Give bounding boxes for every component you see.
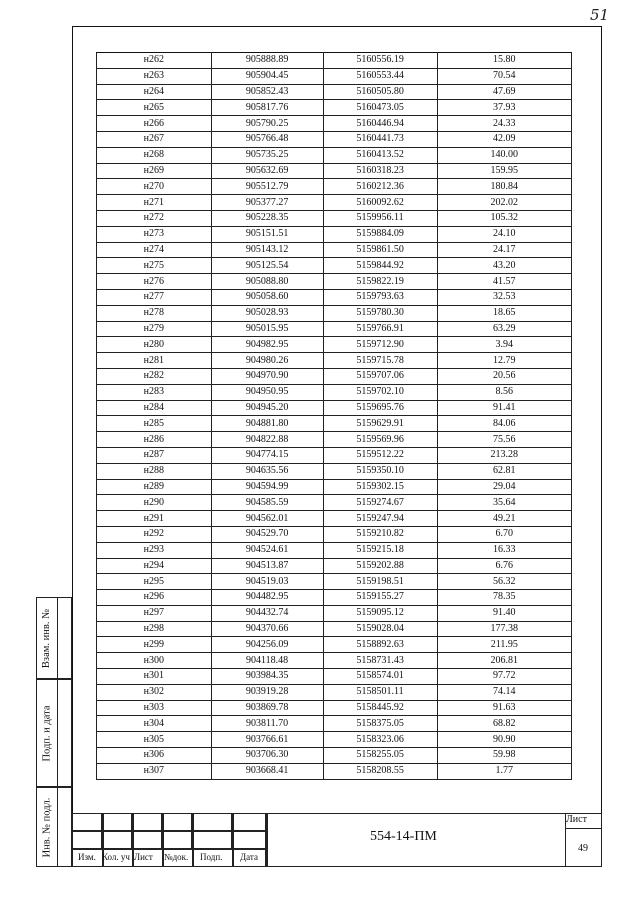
point-name-cell: н274 bbox=[97, 242, 212, 258]
table-row bbox=[97, 416, 572, 432]
length-cell: 84.06 bbox=[437, 416, 571, 432]
table-row bbox=[97, 226, 572, 242]
table-row bbox=[97, 53, 572, 69]
table-row bbox=[97, 84, 572, 100]
table-row bbox=[97, 447, 572, 463]
point-name-cell: н269 bbox=[97, 163, 212, 179]
side-box-vzam bbox=[36, 597, 72, 679]
point-name-cell: н290 bbox=[97, 495, 212, 511]
length-cell: 202.02 bbox=[437, 195, 571, 211]
y-coordinate-cell: 5159793.63 bbox=[323, 289, 437, 305]
y-coordinate-cell: 5160505.80 bbox=[323, 84, 437, 100]
sheet-number: 49 bbox=[578, 843, 588, 854]
point-name-cell: н282 bbox=[97, 368, 212, 384]
x-coordinate-cell: 903766.61 bbox=[211, 732, 323, 748]
y-coordinate-cell: 5159095.12 bbox=[323, 605, 437, 621]
length-cell: 35.64 bbox=[437, 495, 571, 511]
x-coordinate-cell: 903706.30 bbox=[211, 748, 323, 764]
table-row bbox=[97, 432, 572, 448]
length-cell: 68.82 bbox=[437, 716, 571, 732]
x-coordinate-cell: 904950.95 bbox=[211, 384, 323, 400]
table-row bbox=[97, 621, 572, 637]
table-row bbox=[97, 700, 572, 716]
stamp-label-podp: Подп. bbox=[200, 852, 223, 862]
table-row bbox=[97, 368, 572, 384]
table-row bbox=[97, 605, 572, 621]
x-coordinate-cell: 904982.95 bbox=[211, 337, 323, 353]
point-name-cell: н303 bbox=[97, 700, 212, 716]
x-coordinate-cell: 904519.03 bbox=[211, 574, 323, 590]
coordinates-table bbox=[96, 52, 572, 780]
point-name-cell: н300 bbox=[97, 653, 212, 669]
x-coordinate-cell: 903668.41 bbox=[211, 763, 323, 779]
point-name-cell: н295 bbox=[97, 574, 212, 590]
length-cell: 91.41 bbox=[437, 400, 571, 416]
y-coordinate-cell: 5160553.44 bbox=[323, 68, 437, 84]
table-row bbox=[97, 258, 572, 274]
y-coordinate-cell: 5159350.10 bbox=[323, 463, 437, 479]
point-name-cell: н299 bbox=[97, 637, 212, 653]
x-coordinate-cell: 905028.93 bbox=[211, 305, 323, 321]
length-cell: 24.10 bbox=[437, 226, 571, 242]
x-coordinate-cell: 904432.74 bbox=[211, 605, 323, 621]
point-name-cell: н279 bbox=[97, 321, 212, 337]
stamp-label-kol: Кол. уч bbox=[102, 852, 130, 862]
point-name-cell: н277 bbox=[97, 289, 212, 305]
y-coordinate-cell: 5159028.04 bbox=[323, 621, 437, 637]
y-coordinate-cell: 5159956.11 bbox=[323, 210, 437, 226]
table-row bbox=[97, 68, 572, 84]
table-row bbox=[97, 100, 572, 116]
x-coordinate-cell: 905766.48 bbox=[211, 131, 323, 147]
length-cell: 24.17 bbox=[437, 242, 571, 258]
table-row bbox=[97, 495, 572, 511]
length-cell: 6.76 bbox=[437, 558, 571, 574]
point-name-cell: н272 bbox=[97, 210, 212, 226]
length-cell: 211.95 bbox=[437, 637, 571, 653]
x-coordinate-cell: 905015.95 bbox=[211, 321, 323, 337]
y-coordinate-cell: 5159202.88 bbox=[323, 558, 437, 574]
y-coordinate-cell: 5160413.52 bbox=[323, 147, 437, 163]
point-name-cell: н287 bbox=[97, 447, 212, 463]
y-coordinate-cell: 5159155.27 bbox=[323, 590, 437, 606]
length-cell: 70.54 bbox=[437, 68, 571, 84]
point-name-cell: н298 bbox=[97, 621, 212, 637]
length-cell: 75.56 bbox=[437, 432, 571, 448]
x-coordinate-cell: 904881.80 bbox=[211, 416, 323, 432]
point-name-cell: н263 bbox=[97, 68, 212, 84]
stamp-label-izm: Изм. bbox=[78, 852, 96, 862]
length-cell: 91.40 bbox=[437, 605, 571, 621]
x-coordinate-cell: 904945.20 bbox=[211, 400, 323, 416]
length-cell: 43.20 bbox=[437, 258, 571, 274]
side-box-inv bbox=[36, 787, 72, 867]
y-coordinate-cell: 5158731.43 bbox=[323, 653, 437, 669]
y-coordinate-cell: 5159302.15 bbox=[323, 479, 437, 495]
table-row bbox=[97, 210, 572, 226]
table-row bbox=[97, 653, 572, 669]
table-row bbox=[97, 542, 572, 558]
table-row bbox=[97, 321, 572, 337]
length-cell: 180.84 bbox=[437, 179, 571, 195]
y-coordinate-cell: 5159274.67 bbox=[323, 495, 437, 511]
side-label-podp: Подп. и дата bbox=[41, 704, 53, 762]
length-cell: 12.79 bbox=[437, 353, 571, 369]
table-row bbox=[97, 763, 572, 779]
y-coordinate-cell: 5159247.94 bbox=[323, 511, 437, 527]
x-coordinate-cell: 904635.56 bbox=[211, 463, 323, 479]
x-coordinate-cell: 905790.25 bbox=[211, 116, 323, 132]
point-name-cell: н306 bbox=[97, 748, 212, 764]
y-coordinate-cell: 5159822.19 bbox=[323, 274, 437, 290]
table-row bbox=[97, 163, 572, 179]
point-name-cell: н294 bbox=[97, 558, 212, 574]
y-coordinate-cell: 5160092.62 bbox=[323, 195, 437, 211]
point-name-cell: н284 bbox=[97, 400, 212, 416]
y-coordinate-cell: 5160212.36 bbox=[323, 179, 437, 195]
table-row bbox=[97, 558, 572, 574]
x-coordinate-cell: 903984.35 bbox=[211, 669, 323, 685]
x-coordinate-cell: 904562.01 bbox=[211, 511, 323, 527]
length-cell: 62.81 bbox=[437, 463, 571, 479]
length-cell: 49.21 bbox=[437, 511, 571, 527]
length-cell: 47.69 bbox=[437, 84, 571, 100]
x-coordinate-cell: 904980.26 bbox=[211, 353, 323, 369]
table-row bbox=[97, 305, 572, 321]
x-coordinate-cell: 904970.90 bbox=[211, 368, 323, 384]
point-name-cell: н305 bbox=[97, 732, 212, 748]
y-coordinate-cell: 5159780.30 bbox=[323, 305, 437, 321]
length-cell: 32.53 bbox=[437, 289, 571, 305]
point-name-cell: н304 bbox=[97, 716, 212, 732]
point-name-cell: н275 bbox=[97, 258, 212, 274]
table-row bbox=[97, 637, 572, 653]
table-row bbox=[97, 195, 572, 211]
length-cell: 206.81 bbox=[437, 653, 571, 669]
point-name-cell: н293 bbox=[97, 542, 212, 558]
length-cell: 29.04 bbox=[437, 479, 571, 495]
document-code: 554-14-ПМ bbox=[370, 829, 437, 844]
point-name-cell: н291 bbox=[97, 511, 212, 527]
y-coordinate-cell: 5159702.10 bbox=[323, 384, 437, 400]
table-row bbox=[97, 574, 572, 590]
table-row bbox=[97, 116, 572, 132]
y-coordinate-cell: 5159844.92 bbox=[323, 258, 437, 274]
y-coordinate-cell: 5158375.05 bbox=[323, 716, 437, 732]
length-cell: 78.35 bbox=[437, 590, 571, 606]
x-coordinate-cell: 905377.27 bbox=[211, 195, 323, 211]
point-name-cell: н285 bbox=[97, 416, 212, 432]
table-row bbox=[97, 337, 572, 353]
sheet-label: Лист bbox=[566, 814, 587, 825]
y-coordinate-cell: 5159629.91 bbox=[323, 416, 437, 432]
x-coordinate-cell: 904482.95 bbox=[211, 590, 323, 606]
x-coordinate-cell: 905852.43 bbox=[211, 84, 323, 100]
length-cell: 140.00 bbox=[437, 147, 571, 163]
y-coordinate-cell: 5159198.51 bbox=[323, 574, 437, 590]
length-cell: 90.90 bbox=[437, 732, 571, 748]
table-row bbox=[97, 716, 572, 732]
table-row bbox=[97, 400, 572, 416]
stamp-label-data: Дата bbox=[240, 852, 258, 862]
table-row bbox=[97, 669, 572, 685]
y-coordinate-cell: 5158323.06 bbox=[323, 732, 437, 748]
side-label-inv: Инв. № подл. bbox=[41, 797, 53, 857]
length-cell: 42.09 bbox=[437, 131, 571, 147]
point-name-cell: н286 bbox=[97, 432, 212, 448]
table-row bbox=[97, 242, 572, 258]
table-row bbox=[97, 479, 572, 495]
length-cell: 3.94 bbox=[437, 337, 571, 353]
point-name-cell: н266 bbox=[97, 116, 212, 132]
y-coordinate-cell: 5159712.90 bbox=[323, 337, 437, 353]
x-coordinate-cell: 904594.99 bbox=[211, 479, 323, 495]
side-box-podp bbox=[36, 679, 72, 787]
length-cell: 63.29 bbox=[437, 321, 571, 337]
length-cell: 18.65 bbox=[437, 305, 571, 321]
y-coordinate-cell: 5159512.22 bbox=[323, 447, 437, 463]
x-coordinate-cell: 905143.12 bbox=[211, 242, 323, 258]
x-coordinate-cell: 905888.89 bbox=[211, 53, 323, 69]
y-coordinate-cell: 5160446.94 bbox=[323, 116, 437, 132]
x-coordinate-cell: 904524.61 bbox=[211, 542, 323, 558]
length-cell: 41.57 bbox=[437, 274, 571, 290]
x-coordinate-cell: 903919.28 bbox=[211, 684, 323, 700]
point-name-cell: н265 bbox=[97, 100, 212, 116]
length-cell: 56.32 bbox=[437, 574, 571, 590]
length-cell: 159.95 bbox=[437, 163, 571, 179]
table-row bbox=[97, 131, 572, 147]
y-coordinate-cell: 5159569.96 bbox=[323, 432, 437, 448]
table-row bbox=[97, 748, 572, 764]
y-coordinate-cell: 5159210.82 bbox=[323, 526, 437, 542]
table-row bbox=[97, 684, 572, 700]
x-coordinate-cell: 905058.60 bbox=[211, 289, 323, 305]
length-cell: 91.63 bbox=[437, 700, 571, 716]
y-coordinate-cell: 5159695.76 bbox=[323, 400, 437, 416]
point-name-cell: н292 bbox=[97, 526, 212, 542]
point-name-cell: н268 bbox=[97, 147, 212, 163]
point-name-cell: н297 bbox=[97, 605, 212, 621]
y-coordinate-cell: 5158574.01 bbox=[323, 669, 437, 685]
table-row bbox=[97, 590, 572, 606]
y-coordinate-cell: 5159884.09 bbox=[323, 226, 437, 242]
x-coordinate-cell: 904118.48 bbox=[211, 653, 323, 669]
x-coordinate-cell: 904822.88 bbox=[211, 432, 323, 448]
point-name-cell: н307 bbox=[97, 763, 212, 779]
table-row bbox=[97, 511, 572, 527]
y-coordinate-cell: 5160556.19 bbox=[323, 53, 437, 69]
x-coordinate-cell: 903811.70 bbox=[211, 716, 323, 732]
table-row bbox=[97, 732, 572, 748]
length-cell: 24.33 bbox=[437, 116, 571, 132]
y-coordinate-cell: 5158501.11 bbox=[323, 684, 437, 700]
y-coordinate-cell: 5159766.91 bbox=[323, 321, 437, 337]
x-coordinate-cell: 904256.09 bbox=[211, 637, 323, 653]
table-row bbox=[97, 289, 572, 305]
length-cell: 37.93 bbox=[437, 100, 571, 116]
table-row bbox=[97, 526, 572, 542]
point-name-cell: н280 bbox=[97, 337, 212, 353]
point-name-cell: н281 bbox=[97, 353, 212, 369]
x-coordinate-cell: 905632.69 bbox=[211, 163, 323, 179]
stamp-label-ndok: №док. bbox=[164, 852, 189, 862]
length-cell: 1.77 bbox=[437, 763, 571, 779]
point-name-cell: н278 bbox=[97, 305, 212, 321]
point-name-cell: н262 bbox=[97, 53, 212, 69]
point-name-cell: н271 bbox=[97, 195, 212, 211]
point-name-cell: н302 bbox=[97, 684, 212, 700]
length-cell: 8.56 bbox=[437, 384, 571, 400]
y-coordinate-cell: 5160441.73 bbox=[323, 131, 437, 147]
length-cell: 97.72 bbox=[437, 669, 571, 685]
length-cell: 177.38 bbox=[437, 621, 571, 637]
point-name-cell: н273 bbox=[97, 226, 212, 242]
y-coordinate-cell: 5160473.05 bbox=[323, 100, 437, 116]
x-coordinate-cell: 905088.80 bbox=[211, 274, 323, 290]
length-cell: 213.28 bbox=[437, 447, 571, 463]
x-coordinate-cell: 903869.78 bbox=[211, 700, 323, 716]
x-coordinate-cell: 904585.59 bbox=[211, 495, 323, 511]
x-coordinate-cell: 905228.35 bbox=[211, 210, 323, 226]
table-row bbox=[97, 353, 572, 369]
table-row bbox=[97, 179, 572, 195]
length-cell: 16.33 bbox=[437, 542, 571, 558]
table-row bbox=[97, 147, 572, 163]
table-row bbox=[97, 274, 572, 290]
y-coordinate-cell: 5160318.23 bbox=[323, 163, 437, 179]
x-coordinate-cell: 905904.45 bbox=[211, 68, 323, 84]
length-cell: 105.32 bbox=[437, 210, 571, 226]
length-cell: 6.70 bbox=[437, 526, 571, 542]
x-coordinate-cell: 904370.66 bbox=[211, 621, 323, 637]
point-name-cell: н283 bbox=[97, 384, 212, 400]
point-name-cell: н288 bbox=[97, 463, 212, 479]
x-coordinate-cell: 905512.79 bbox=[211, 179, 323, 195]
y-coordinate-cell: 5159715.78 bbox=[323, 353, 437, 369]
y-coordinate-cell: 5158445.92 bbox=[323, 700, 437, 716]
y-coordinate-cell: 5158255.05 bbox=[323, 748, 437, 764]
stamp-label-list: Лист bbox=[134, 852, 153, 862]
table-row bbox=[97, 384, 572, 400]
y-coordinate-cell: 5158892.63 bbox=[323, 637, 437, 653]
x-coordinate-cell: 904774.15 bbox=[211, 447, 323, 463]
x-coordinate-cell: 905151.51 bbox=[211, 226, 323, 242]
point-name-cell: н264 bbox=[97, 84, 212, 100]
y-coordinate-cell: 5159707.06 bbox=[323, 368, 437, 384]
y-coordinate-cell: 5159215.18 bbox=[323, 542, 437, 558]
y-coordinate-cell: 5159861.50 bbox=[323, 242, 437, 258]
point-name-cell: н301 bbox=[97, 669, 212, 685]
point-name-cell: н296 bbox=[97, 590, 212, 606]
x-coordinate-cell: 904513.87 bbox=[211, 558, 323, 574]
length-cell: 59.98 bbox=[437, 748, 571, 764]
point-name-cell: н267 bbox=[97, 131, 212, 147]
point-name-cell: н289 bbox=[97, 479, 212, 495]
point-name-cell: н270 bbox=[97, 179, 212, 195]
x-coordinate-cell: 905735.25 bbox=[211, 147, 323, 163]
point-name-cell: н276 bbox=[97, 274, 212, 290]
x-coordinate-cell: 905125.54 bbox=[211, 258, 323, 274]
table-row bbox=[97, 463, 572, 479]
x-coordinate-cell: 904529.70 bbox=[211, 526, 323, 542]
length-cell: 15.80 bbox=[437, 53, 571, 69]
side-label-vzam: Взам. инв. № bbox=[41, 608, 53, 668]
length-cell: 74.14 bbox=[437, 684, 571, 700]
x-coordinate-cell: 905817.76 bbox=[211, 100, 323, 116]
handwritten-page-number: 51 bbox=[590, 6, 610, 24]
y-coordinate-cell: 5158208.55 bbox=[323, 763, 437, 779]
length-cell: 20.56 bbox=[437, 368, 571, 384]
